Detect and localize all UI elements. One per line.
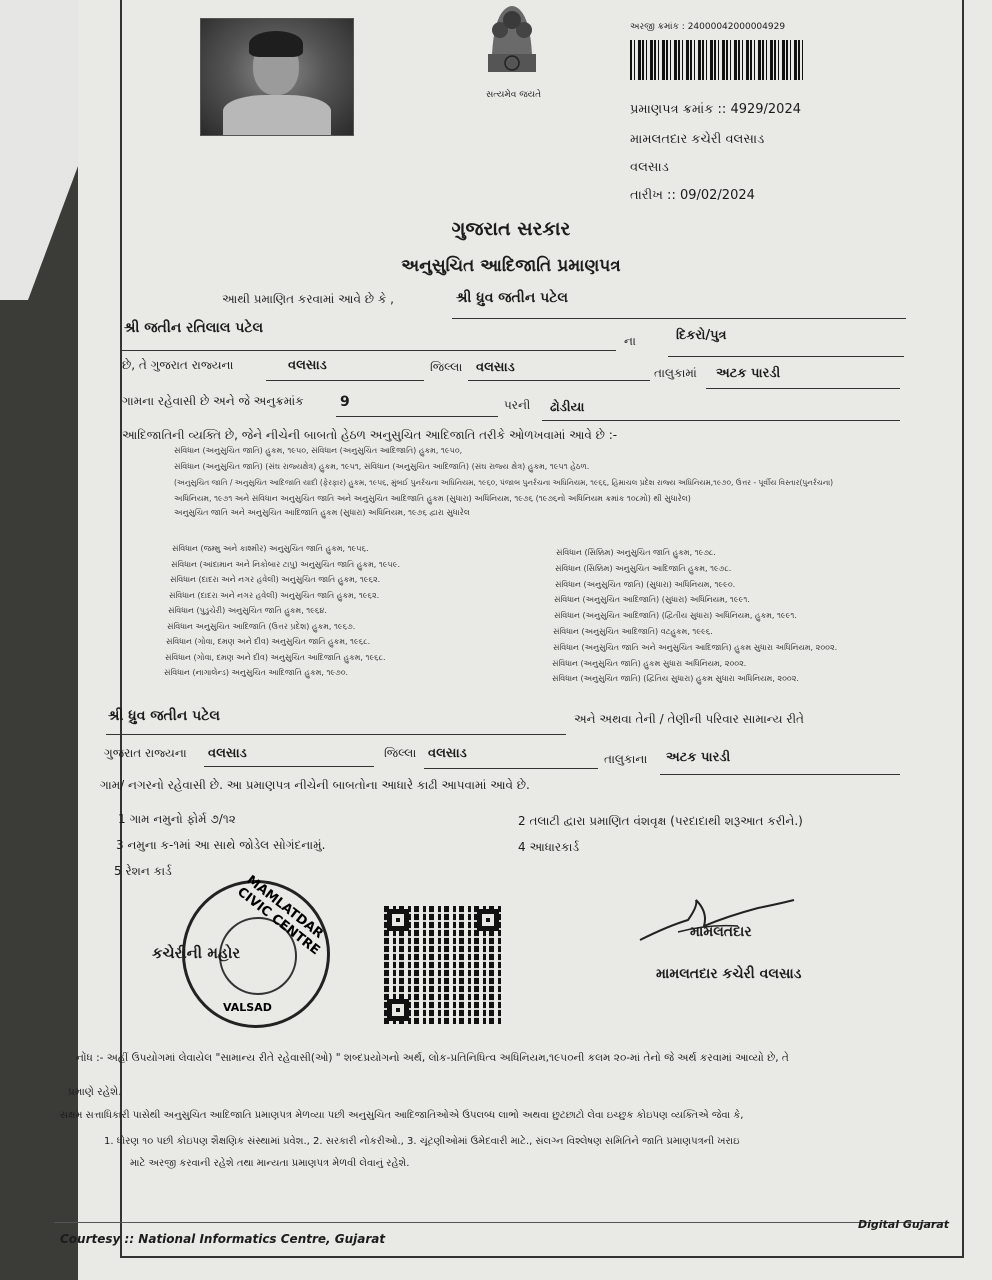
tribe-name: ઢોડીયા	[550, 400, 585, 415]
note-line: નોંધ :- અહીં ઉપયોગમાં લેવાયેલ "સામાન્ય રીતે રહેવાસી(ઓ) " શબ્દપ્રયોગનો અર્થ, લોક-પ્રતિનિધિત્વ અધિનિયમ,૧૯૫૦ની કલમ ૨૦-માં તેનો જે અર્થ કરવામાં આવ્યો છે, તે	[76, 1052, 789, 1064]
footer-rule	[54, 1222, 944, 1223]
taluka-underline	[706, 388, 900, 389]
residence-district-value-2: વલસાડ	[428, 746, 467, 761]
order-right-item: સંવિધાન (અનુસુચિત જાતિ) (દ્વિતિય સુધારા) હુકમ સુધારા અધિનિયમ, ૨૦૦૨.	[552, 674, 799, 684]
residence-district-underline	[204, 766, 374, 767]
residence-taluka-underline	[660, 774, 900, 775]
document-item: 1 ગામ નમુનો ફોર્મ ૭/૧૨	[118, 812, 236, 826]
district-underline	[266, 380, 424, 381]
issuing-office: મામલતદાર કચેરી વલસાડ	[630, 132, 765, 147]
district-label: જિલ્લા	[430, 360, 463, 374]
document-item: 2 તલાટી દ્વારા પ્રમાણિત વંશવૃક્ષ (પરદાદાથી શરૂઆત કરીને.)	[518, 814, 803, 828]
order-right-item: સંવિધાન (સિક્કિમ) અનુસુચિત જાતિ હુકમ, ૧૯૭૮.	[556, 548, 716, 557]
district-value-2: વલસાડ	[476, 360, 515, 375]
order-right-item: સંવિધાન (સિક્કિમ) અનુસુચિત આદિજાતિ હુકમ, ૧૯૭૮.	[555, 563, 732, 573]
residence-district-2-underline	[424, 768, 598, 769]
residence-district-label: જિલ્લા	[384, 746, 417, 760]
order-left-item: સંવિધાન (ગોવા, દમણ અને દીવ) અનુસુચિત જાતિ હુકમ, ૧૯૬૮.	[166, 637, 371, 646]
certificate-title: અનુસુચિત આદિજાતિ પ્રમાણપત્ર	[401, 256, 621, 276]
serial-underline	[336, 416, 498, 417]
residence-taluka-value: અટક પારડી	[666, 750, 731, 765]
order-right-item: સંવિધાન (અનુસુચિત આદિજાતિ) વટહુકમ, ૧૯૯૬.	[553, 627, 713, 636]
document-item: 3 નમુના ક-૧માં આ સાથે જોડેલ સોગંદનામું.	[116, 838, 326, 852]
instruction-line: માટે અરજી કરવાની રહેશે તથા માન્યતા પ્રમાણપત્ર મેળવી લેવાનું રહેશે.	[130, 1158, 410, 1169]
issuing-place: વલસાડ	[630, 160, 669, 175]
issue-date: તારીખ :: 09/02/2024	[630, 188, 755, 203]
instruction-line: સક્ષમ સત્તાધિકારી પાસેથી અનુસુચિત આદિજાતિ પ્રમાણપત્ર મેળવ્યા પછી અનુસુચિત આદિજાતિઓએ ઉપલબ્ધ લાભો અથવા છુટછાટો લેવા ઇચ્છુક કોઇપણ વ્યક્તિએ જેવા કે,	[60, 1110, 744, 1121]
fine-print-line: (અનુસુચિત જાતિ / અનુસુચિત આદિજાતિ યાદી (ફેરફાર) હુકમ, ૧૯૫૬, મુંબઈ પુનર્રચના અધિનિયમ, ૧૯૬૦, પંજાબ પુનર્રચના અધિનિયમ, ૧૯૬૬, હિમાચલ પ્રદેશ રાજ્ય અધિનિયમ,૧૯૭૦, ઉત્તર - પૂર્વીય વિસ્તાર(પુનર્રચના)	[174, 478, 834, 487]
par-label: પરની	[504, 398, 531, 412]
seal-ring-text: MAMLATDAR CIVIC CENTRE	[234, 872, 326, 959]
signatory-title: મામલતદાર	[690, 924, 752, 940]
taluka-label: તાલુકામાં	[654, 366, 697, 380]
recognition-text: આદિજાતિની વ્યક્તિ છે, જેને નીચેની બાબતો હેઠળ અનુસુચિત આદિજાતિ તરીકે ઓળખવામાં આવે છે :-	[122, 428, 618, 442]
order-left-item: સંવિધાન (દાદરા અને નગર હવેલી) અનુસુચિત જાતિ હુકમ, ૧૯૬૨.	[169, 590, 380, 600]
order-left-item: સંવિધાન (ગોવા, દમણ અને દીવ) અનુસુચિત આદિજાતિ હુકમ, ૧૯૬૮.	[165, 652, 386, 662]
residence-taluka-label: તાલુકાના	[604, 752, 648, 766]
order-right-item: સંવિધાન (અનુસુચિત આદિજાતિ) (દ્વિતીય સુધારા) અધિનિયમ, હુકમ, ૧૯૯૧.	[554, 611, 797, 621]
instruction-line: 1. ધોરણ ૧૦ પછી કોઇપણ શૈક્ષણિક સંસ્થામાં પ્રવેશ., 2. સરકારી નોકરીઓ., 3. ચૂંટણીઓમાં ઉમેદવારી માટે., સંલગ્ન વિશ્લેષણ સમિતિને જાતિ પ્રમાણપત્રની ખરાઇ	[104, 1136, 740, 1147]
village-label: ગામના રહેવાસી છે અને જે અનુક્રમાંક	[122, 394, 304, 408]
residence-holder-name: શ્રી ધ્રુવ જતીન પટેલ	[108, 708, 220, 724]
father-name: શ્રી જતીન રતિલાલ પટેલ	[124, 320, 264, 336]
courtesy-credit: Courtesy :: National Informatics Centre, Gujarat	[60, 1232, 386, 1246]
order-left-item: સંવિધાન (દાદરા અને નગર હવેલી) અનુસુચિત જાતિ હુકમ, ૧૯૬૨.	[170, 575, 381, 584]
certificate-number: પ્રમાણપત્ર ક્રમાંક :: 4929/2024	[630, 102, 801, 117]
government-title: ગુજરાત સરકાર	[451, 218, 571, 240]
serial-number: 9	[340, 394, 350, 410]
village-statement: ગામ/ નગરનો રહેવાસી છે. આ પ્રમાણપત્ર નીચેની બાબતોના આધારે કાઢી આપવામાં આવે છે.	[100, 778, 530, 792]
digital-gujarat-brand: Digital Gujarat	[858, 1218, 949, 1231]
application-number: અરજી ક્રમાંક : 24000042000004929	[630, 22, 786, 32]
national-emblem-icon	[476, 0, 548, 92]
seal-label: કચેરીની મહોર	[152, 944, 241, 962]
note-line: પ્રમાણે રહેશે.	[68, 1086, 122, 1098]
family-text: અને અથવા તેની / તેણીની પરિવાર સામાન્ય રીતે	[574, 712, 805, 726]
certify-label: આથી પ્રમાણિત કરવામાં આવે છે કે ,	[222, 292, 394, 306]
residence-state-label: ગુજરાત રાજ્યના	[104, 746, 187, 760]
order-right-item: સંવિધાન (અનુસુચિત આદિજાતિ) (સુધારા) અધિનિયમ, ૧૯૯૧.	[554, 595, 750, 605]
applicant-photo	[200, 18, 354, 136]
of-label: ના	[624, 334, 636, 348]
document-item: 4 આધારકાર્ડ	[518, 840, 580, 854]
holder-name: શ્રી ધ્રુવ જતીન પટેલ	[456, 290, 568, 306]
tribe-underline	[542, 420, 900, 421]
application-barcode	[630, 40, 806, 80]
state-label: છે, તે ગુજરાત રાજ્યના	[122, 358, 234, 372]
fine-print-line: સંવિધાન (અનુસુચિત જાતિ) (સંઘ રાજ્યક્ષેત્ર) હુકમ, ૧૯૫૧, સંવિધાન (અનુસુચિત આદિજાતિ) (સંઘ રાજ્ય ક્ષેત્ર) હુકમ, ૧૯૫૧ હેઠળ.	[174, 462, 590, 471]
seal-city: VALSAD	[223, 1001, 272, 1014]
fine-print-line: અનુસુચિત જાતિ અને અનુસુચિત આદિજાતિ હુકમ (સુધારા) અધિનિયમ, ૧૯૭૬ દ્વારા સુધારેલ	[174, 508, 470, 517]
order-right-item: સંવિધાન (અનુસુચિત જાતિ) (સુધારા) અધિનિયમ, ૧૯૯૦.	[555, 579, 736, 589]
order-left-item: સંવિધાન (નાગાલેન્ડ) અનુસુચિત આદિજાતિ હુકમ, ૧૯૭૦.	[164, 668, 349, 677]
order-left-item: સંવિધાન (આંદામાન અને નિકોબાર ટાપુ) અનુસુચિત જાતિ હુકમ, ૧૯૫૯.	[171, 559, 401, 569]
district-value: વલસાડ	[288, 358, 327, 373]
relation-underline	[668, 356, 904, 357]
relation-value: દિકરો/પુત્ર	[676, 328, 727, 343]
order-left-item: સંવિધાન (જમ્મુ અને કાશ્મીર) અનુસુચિત જાતિ હુકમ, ૧૯૫૬.	[172, 544, 369, 553]
order-right-item: સંવિધાન (અનુસુચિત જાતિ) હુકમ સુધારા અધિનિયમ, ૨૦૦૨.	[552, 658, 747, 668]
holder-name-underline	[452, 318, 906, 319]
residence-name-underline	[106, 734, 566, 735]
fine-print-line: અધિનિયમ, ૧૯૭૧ અને સંવિધાન અનુસુચિત જાતિ અને અનુસુચિત આદિજાતિ હુકમ (સુધારા) અધિનિયમ, ૧૯૭૬ (૧૯૭૬નો અધિનિયમ ક્રમાંક ૧૦૮મો) થી સુધારેલ)	[174, 494, 691, 503]
order-right-item: સંવિધાન (અનુસુચિત જાતિ અને અનુસુચિત આદિજાતિ) હુકમ સુધારા અધિનિયમ, ૨૦૦૨.	[553, 642, 838, 652]
signatory-office: મામલતદાર કચેરી વલસાડ	[656, 966, 802, 982]
fine-print-line: સંવિધાન (અનુસુચિત જાતિ) હુકમ, ૧૯૫૦, સંવિધાન (અનુસુચિત આદિજાતિ) હુકમ, ૧૯૫૦,	[174, 446, 463, 455]
document-item: 5 રેશન કાર્ડ	[114, 864, 172, 878]
verification-qr-code	[384, 906, 502, 1024]
taluka-value: અટક પારડી	[716, 366, 781, 381]
order-left-item: સંવિધાન અનુસુચિત આદિજાતિ (ઉત્તર પ્રદેશ) હુકમ, ૧૯૬૭.	[167, 621, 356, 631]
residence-district-value: વલસાડ	[208, 746, 247, 761]
father-name-underline	[122, 350, 616, 351]
district-2-underline	[468, 380, 650, 381]
order-left-item: સંવિધાન (પુડુચેરી) અનુસુચિત જાતિ હુકમ, ૧૯૬૪.	[168, 606, 327, 615]
emblem-motto: સત્યમેવ જયતે	[486, 90, 542, 100]
